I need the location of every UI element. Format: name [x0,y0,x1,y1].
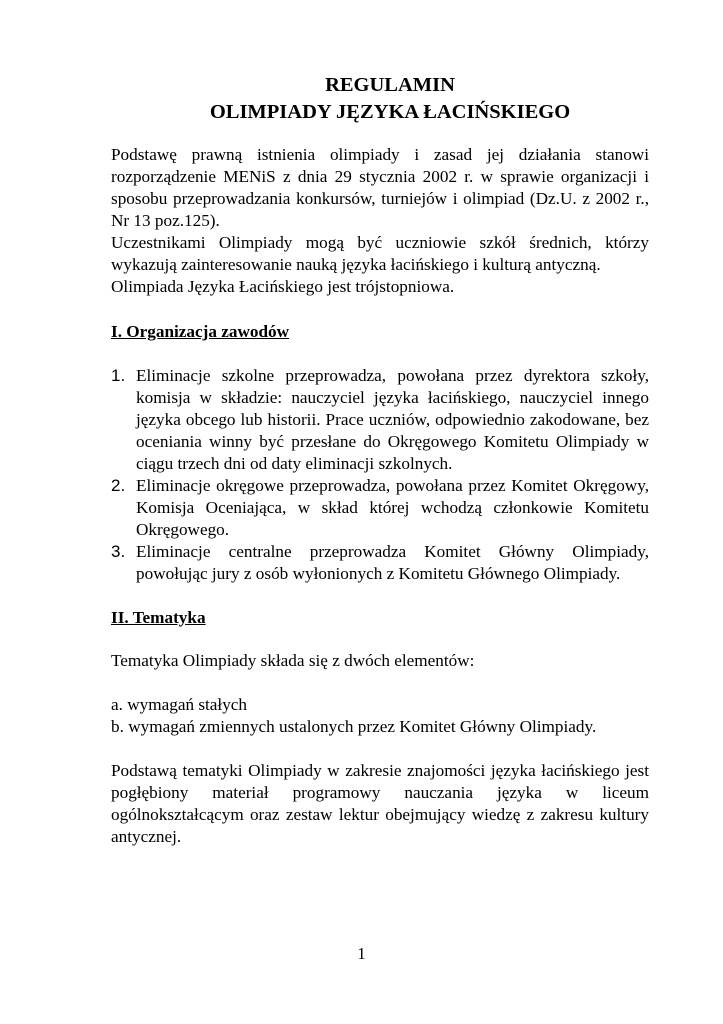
organization-list [111,365,649,585]
list-item-number: 1. [111,366,126,385]
list-item [111,541,649,585]
document-page [111,72,649,848]
title-line-1: REGULAMIN [325,74,455,96]
section-2-intro: Tematyka Olimpiady składa się z dwóch elementów: [111,651,475,670]
document-title [111,72,649,126]
title-line-2: OLIMPIADY JĘZYKA ŁACIŃSKIEGO [209,101,571,123]
spacer [111,738,649,760]
section-2-heading: II. Tematyka [111,608,206,627]
list-item-number: 3. [111,542,126,561]
intro-paragraph-2: Uczestnikami Olimpiady mogą być uczniowie szkół średnich, którzy wykazują zainteresowanie nauką języka łacińskiego i kulturą antyczną. [111,233,649,274]
list-item-text: Eliminacje szkolne przeprowadza, powołana przez dyrektora szkoły, komisja w składzie: nauczyciel języka łacińskiego, nauczyciel innego języka obcego lub historii. Prace uczniów, odpowiednio zakodowane, bez oceniania winny być przesłane do Okręgowego Komitetu Olimpiady w ciągu trzech dni od daty eliminacji szkolnych. [136,366,649,473]
section-2-paragraph: Podstawą tematyki Olimpiady w zakresie znajomości języka łacińskiego jest pogłębiony materiał programowy nauczania języka w liceum ogólnokształcącym oraz zestaw lektur obejmujący wiedzę z zakresu kultury antycznej. [111,761,649,846]
requirements-item-a: a. wymagań stałych [111,695,248,714]
list-item-number: 2. [111,476,126,495]
page-number: 1 [357,944,366,963]
list-item [111,475,649,541]
spacer [111,672,649,694]
requirements-item-b: b. wymagań zmiennych ustalonych przez Komitet Główny Olimpiady. [111,717,597,736]
list-item [111,365,649,475]
section-1-heading: I. Organizacja zawodów [111,322,290,341]
list-item-text: Eliminacje centralne przeprowadza Komitet Główny Olimpiady, powołując jury z osób wyłonionych z Komitetu Głównego Olimpiady. [136,542,649,583]
intro-paragraph-1: Podstawę prawną istnienia olimpiady i zasad jej działania stanowi rozporządzenie MENiS z dnia 29 stycznia 2002 r. w sprawie organizacji i sposobu przeprowadzania konkursów, turniejów i olimpiad (Dz.U. z 2002 r., Nr 13 poz.125). [111,145,649,230]
list-item-text: Eliminacje okręgowe przeprowadza, powołana przez Komitet Okręgowy, Komisja Oceniająca, w skład której wchodzą członkowie Komitetu Okręgowego. [136,476,649,539]
intro-paragraph-3: Olimpiada Języka Łacińskiego jest trójstopniowa. [111,277,455,296]
